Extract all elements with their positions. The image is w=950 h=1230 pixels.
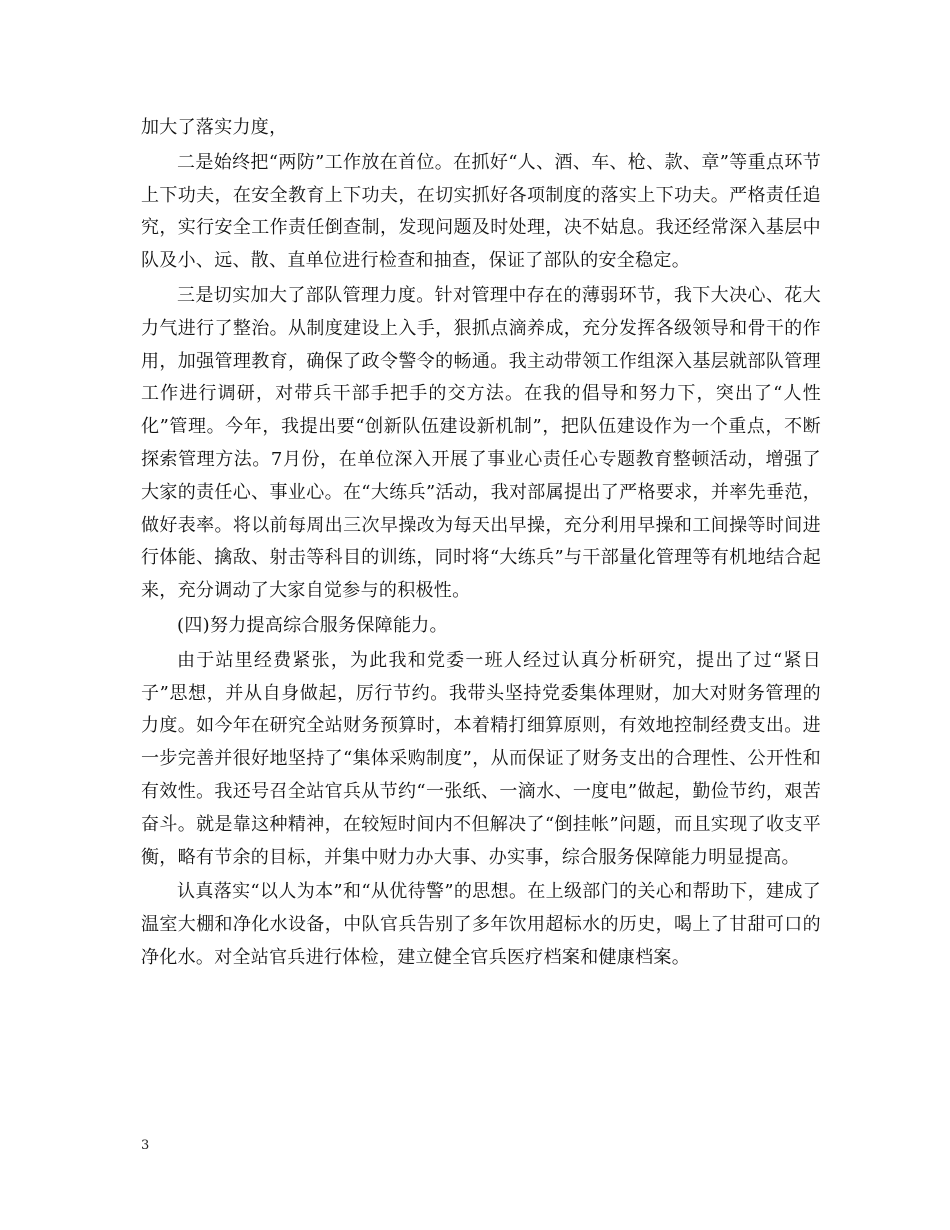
paragraph-5: 由于站里经费紧张，为此我和党委一班人经过认真分析研究，提出了过“紧日子”思想，并从自身做起，厉行节约。我带头坚持党委集体理财，加大对财务管理的力度。如今年在研究全站财务预算时，本着精打细算原则，有效地控制经费支出。进一步完善并很好地坚持了“集体采购制度”，从而保证了财务支出的合理性、公开性和有效性。我还号召全站官兵从节约“一张纸、一滴水、一度电”做起，勤俭节约，艰苦奋斗。就是靠这种精神，在较短时间内不但解决了“倒挂帐”问题，而且实现了收支平衡，略有节余的目标，并集中财力办大事、办实事，综合服务保障能力明显提高。 — [141, 649, 821, 868]
section-heading-4: (四)努力提高综合服务保障能力。 — [177, 614, 448, 636]
paragraph-6: 认真落实“以人为本”和“从优待警”的思想。在上级部门的关心和帮助下，建成了温室大棚和净化水设备，中队官兵告别了多年饮用超标水的历史，喝上了甘甜可口的净化水。对全站官兵进行体检，建立健全官兵医疗档案和健康档案。 — [141, 881, 821, 968]
paragraph-1: 加大了落实力度， — [141, 117, 288, 138]
paragraph-3: 三是切实加大了部队管理力度。针对管理中存在的薄弱环节，我下大决心、花大力气进行了整治。从制度建设上入手，狠抓点滴养成，充分发挥各级领导和骨干的作用，加强管理教育，确保了政令警令的畅通。我主动带领工作组深入基层就部队管理工作进行调研，对带兵干部手把手的交方法。在我的倡导和努力下，突出了“人性化”管理。今年，我提出要“创新队伍建设新机制”，把队伍建设作为一个重点，不断探索管理方法。7月份，在单位深入开展了事业心责任心专题教育整顿活动，增强了大家的责任心、事业心。在“大练兵”活动，我对部属提出了严格要求，并率先垂范，做好表率。将以前每周出三次早操改为每天出早操，充分利用早操和工间操等时间进行体能、擒敌、射击等科目的训练，同时将“大练兵”与干部量化管理等有机地结合起来，充分调动了大家自觉参与的积极性。 — [141, 284, 821, 602]
page-number: 3 — [141, 1138, 150, 1153]
body-text — [141, 112, 821, 977]
paragraph-2: 二是始终把“两防”工作放在首位。在抓好“人、酒、车、枪、款、章”等重点环节上下功夫，在安全教育上下功夫，在切实抓好各项制度的落实上下功夫。严格责任追究，实行安全工作责任倒查制，发现问题及时处理，决不姑息。我还经常深入基层中队及小、远、散、直单位进行检查和抽查，保证了部队的安全稳定。 — [141, 151, 821, 272]
